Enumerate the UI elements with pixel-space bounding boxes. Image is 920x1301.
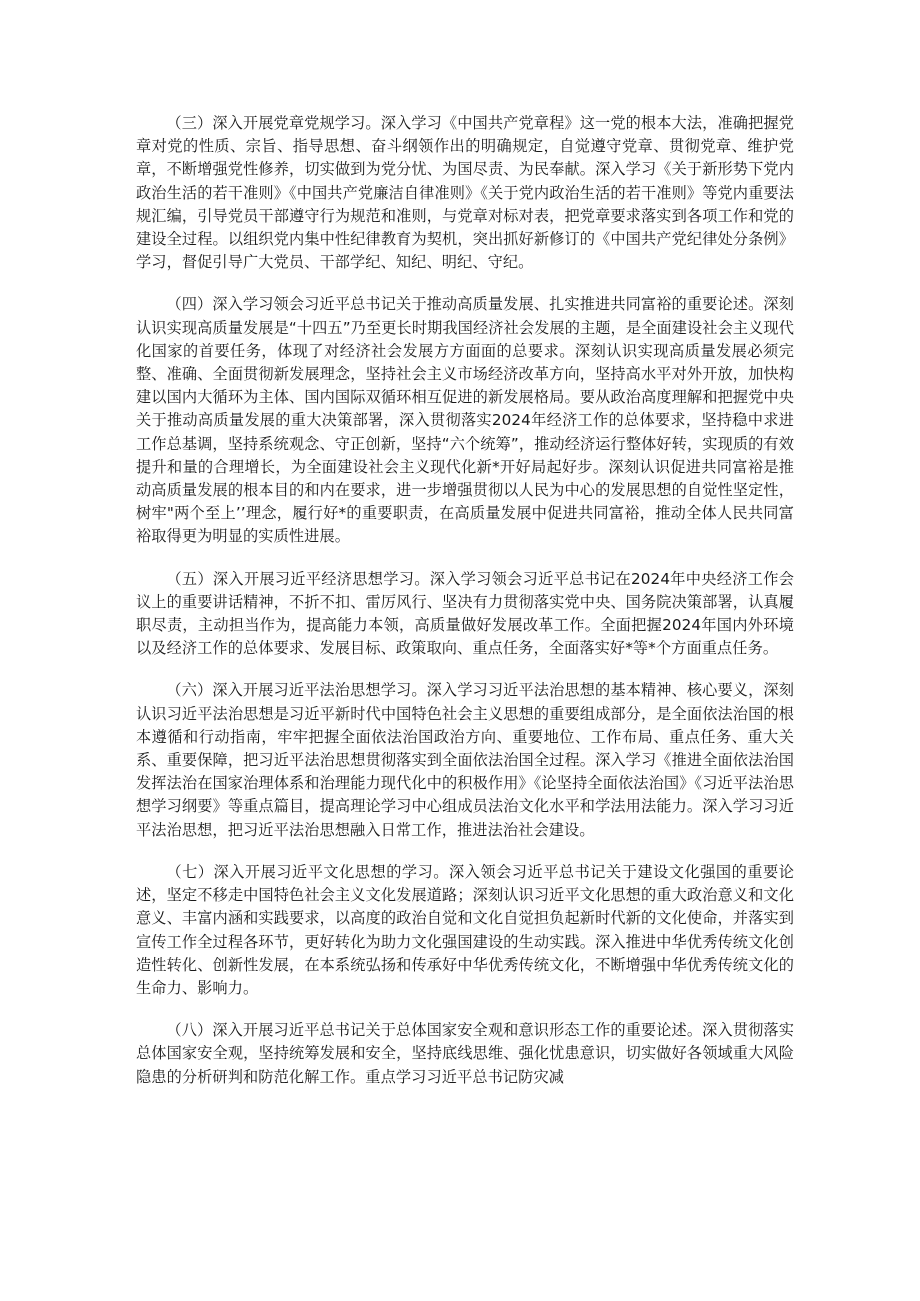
document-body (136, 112, 794, 1108)
paragraph-section-7: （七）深入开展习近平文化思想的学习。深入领会习近平总书记关于建设文化强国的重要论述，坚定不移走中国特色社会主义文化发展道路；深刻认识习近平文化思想的重大政治意义和文化意义、丰富内涵和实践要求，以高度的政治自觉和文化自觉担负起新时代新的文化使命，并落实到宣传工作全过程各环节，更好转化为助力文化强国建设的生动实践。深入推进中华优秀传统文化创造性转化、创新性发展，在本系统弘扬和传承好中华优秀传统文化，不断增强中华优秀传统文化的生命力、影响力。 (136, 862, 794, 997)
paragraph-section-6: （六）深入开展习近平法治思想学习。深入学习习近平法治思想的基本精神、核心要义，深刻认识习近平法治思想是习近平新时代中国特色社会主义思想的重要组成部分，是全面依法治国的根本遵循和行动指南，牢牢把握全面依法治国政治方向、重要地位、工作布局、重点任务、重大关系、重要保障，把习近平法治思想贯彻落实到全面依法治国全过程。深入学习《推进全面依法治国发挥法治在国家治理体系和治理能力现代化中的积极作用》《论坚持全面依法治国》《习近平法治思想学习纲要》等重点篇目，提高理论学习中心组成员法治文化水平和学法用法能力。深入学习习近平法治思想，把习近平法治思想融入日常工作，推进法治社会建设。 (136, 681, 794, 839)
paragraph-section-4: （四）深入学习领会习近平总书记关于推动高质量发展、扎实推进共同富裕的重要论述。深刻认识实现高质量发展是“十四五”乃至更长时期我国经济社会发展的主题，是全面建设社会主义现代化国家的首要任务，体现了对经济社会发展方方面面的总要求。深刻认识实现高质量发展必须完整、准确、全面贯彻新发展理念，坚持社会主义市场经济改革方向，坚持高水平对外开放，加快构建以国内大循环为主体、国内国际双循环相互促进的新发展格局。要从政治高度理解和把握党中央关于推动高质量发展的重大决策部署，深入贯彻落实2024年经济工作的总体要求，坚持稳中求进工作总基调，坚持系统观念、守正创新，坚持“六个统筹”，推动经济运行整体好转，实现质的有效提升和量的合理增长，为全面建设社会主义现代化新*开好局起好步。深刻认识促进共同富裕是推动高质量发展的根本目的和内在要求，进一步增强贯彻以人民为中心的发展思想的自觉性坚定性，树牢"两个至上’’理念，履行好*的重要职责，在高质量发展中促进共同富裕，推动全体人民共同富裕取得更为明显的实质性进展。 (136, 295, 795, 546)
paragraph-section-3: （三）深入开展党章党规学习。深入学习《中国共产党章程》这一党的根本大法，准确把握党章对党的性质、宗旨、指导思想、奋斗纲领作出的明确规定，自觉遵守党章、贯彻党章、维护党章，不断增强党性修养，切实做到为党分忧、为国尽责、为民奉献。深入学习《关于新形势下党内政治生活的若干准则》《中国共产党廉洁自律准则》《关于党内政治生活的若干准则》等党内重要法规汇编，引导党员干部遵守行为规范和准则，与党章对标对表，把党章要求落实到各项工作和党的建设全过程。以组织党内集中性纪律教育为契机，突出抓好新修订的《中国共产党纪律处分条例》学习，督促引导广大党员、干部学纪、知纪、明纪、守纪。 (136, 114, 794, 272)
paragraph-section-5: （五）深入开展习近平经济思想学习。深入学习领会习近平总书记在2024年中央经济工作会议上的重要讲话精神，不折不扣、雷厉风行、坚决有力贯彻落实党中央、国务院决策部署，认真履职尽责，主动担当作为，提高能力本领，高质量做好发展改革工作。全面把握2024年国内外环境以及经济工作的总体要求、发展目标、政策取向、重点任务，全面落实好*等*个方面重点任务。 (136, 569, 794, 658)
paragraph-section-8: （八）深入开展习近平总书记关于总体国家安全观和意识形态工作的重要论述。深入贯彻落实总体国家安全观，坚持统筹发展和安全，坚持底线思维、强化忧患意识，切实做好各领域重大风险隐患的分析研判和防范化解工作。重点学习习近平总书记防灾减 (136, 1021, 794, 1086)
